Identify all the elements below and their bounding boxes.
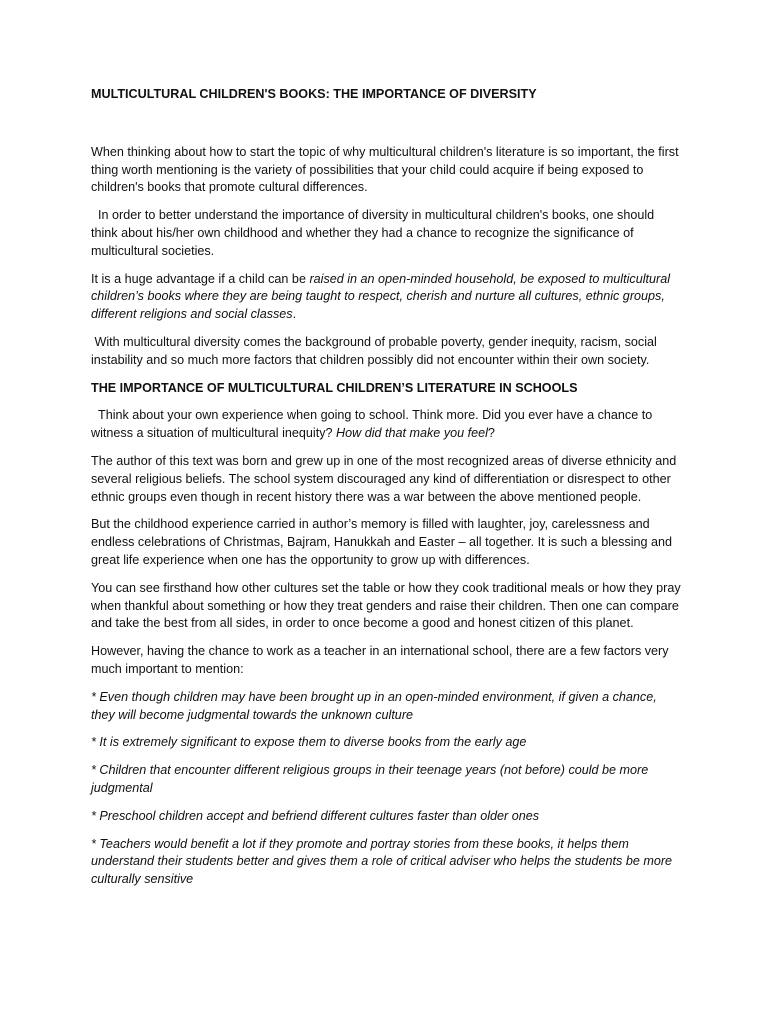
- paragraph-childhood: In order to better understand the importance of diversity in multicultural children's books, one should think about his/her own childhood and whether they had a chance to recognize the significance of multicultural societies.: [91, 208, 658, 258]
- paragraph-experience: [91, 407, 681, 443]
- paragraph-author: The author of this text was born and grew up in one of the most recognized areas of diverse ethnicity and several religious beliefs. The school system discouraged any kind of differentiation or disrespect to other ethnic groups even though in recent history there was a war between the above mentioned people.: [91, 453, 677, 504]
- list-item: * Even though children may have been brought up in an open-minded environment, if given a chance, they will become judgmental towards the unknown culture: [91, 689, 657, 722]
- paragraph-background: With multicultural diversity comes the background of probable poverty, gender inequity, racism, social instability and so much more factors that children possibly did not encounter within their own society.: [91, 334, 661, 367]
- list-item: * Teachers would benefit a lot if they promote and portray stories from these books, it helps them understand their students better and gives them a role of critical adviser who helps the students be more culturally sensitive: [91, 836, 673, 887]
- paragraph-advantage-emphasis: raised in an open-minded household, be exposed to multicultural children’s books where they are being taught to respect, cherish and nurture all cultures, ethnic groups, different religions and social classes: [91, 271, 671, 322]
- paragraph-memory: But the childhood experience carried in author’s memory is filled with laughter, joy, carelessness and endless celebrations of Christmas, Bajram, Hanukkah and Easter – all together. It is such a blessing and great life experience when one has the opportunity to grow up with differences.: [91, 517, 673, 567]
- paragraph-cultures: You can see firsthand how other cultures set the table or how they cook traditional meals or how they pray when thankful about something or how they treat genders and raise their children. Then one can compare and take the best from all sides, in order to once become a good and honest citizen of this planet.: [91, 580, 681, 631]
- list-item: * Children that encounter different religious groups in their teenage years (not before) could be more judgmental: [91, 763, 649, 795]
- paragraph-experience-text: Think about your own experience when going to school. Think more. Did you ever have a chance to witness a situation of multicultural inequity?: [91, 408, 656, 441]
- document-title: MULTICULTURAL CHILDREN'S BOOKS: THE IMPORTANCE OF DIVERSITY: [91, 87, 537, 101]
- section-heading-schools: THE IMPORTANCE OF MULTICULTURAL CHILDREN’S LITERATURE IN SCHOOLS: [91, 380, 578, 395]
- paragraph-advantage-text: It is a huge advantage if a child can be: [91, 271, 310, 286]
- document-body: [91, 86, 681, 899]
- paragraph-experience-emphasis: How did that make you feel: [336, 426, 488, 441]
- list-item: * Preschool children accept and befriend different cultures faster than older ones: [91, 808, 540, 823]
- paragraph-experience-end: ?: [487, 426, 495, 441]
- paragraph-teacher: However, having the chance to work as a teacher in an international school, there are a few factors very much important to mention:: [91, 644, 669, 676]
- paragraph-intro: When thinking about how to start the topic of why multicultural children's literature is so important, the first thing worth mentioning is the variety of possibilities that your child could acquire if being exposed to children's books that promote cultural differences.: [91, 144, 679, 195]
- paragraph-advantage: [91, 271, 681, 324]
- list-item: * It is extremely significant to expose them to diverse books from the early age: [91, 735, 527, 750]
- paragraph-advantage-end: .: [292, 307, 297, 322]
